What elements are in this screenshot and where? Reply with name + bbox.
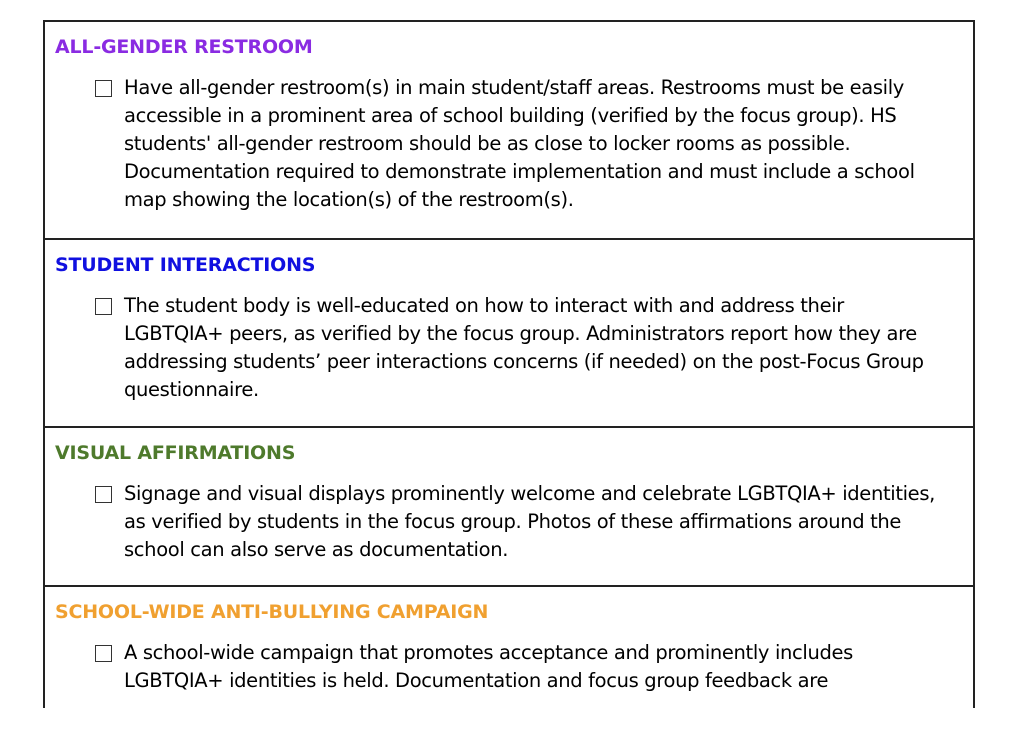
checklist-item — [55, 292, 963, 404]
checklist-table — [43, 20, 975, 708]
checkbox[interactable] — [95, 645, 112, 662]
checklist-item — [55, 74, 963, 214]
section-title: ALL-GENDER RESTROOM — [55, 36, 313, 58]
section-anti-bullying-campaign — [45, 587, 973, 708]
section-title: SCHOOL-WIDE ANTI-BULLYING CAMPAIGN — [55, 601, 489, 623]
section-title: STUDENT INTERACTIONS — [55, 254, 316, 276]
checkbox[interactable] — [95, 80, 112, 97]
section-all-gender-restroom — [45, 22, 973, 240]
checklist-item — [55, 639, 963, 695]
checkbox[interactable] — [95, 298, 112, 315]
section-visual-affirmations — [45, 428, 973, 587]
checklist-item-text: Signage and visual displays prominently welcome and celebrate LGBTQIA+ identities, as verified by students in the focus group. Photos of these affirmations around the school can also serve as documentation. — [124, 482, 935, 561]
checklist-item-text: A school-wide campaign that promotes acceptance and prominently includes LGBTQIA+ identities is held. Documentation and focus group feedback are — [124, 641, 853, 692]
section-title: VISUAL AFFIRMATIONS — [55, 442, 296, 464]
checklist-item — [55, 480, 963, 564]
checklist-item-text: Have all-gender restroom(s) in main student/staff areas. Restrooms must be easily accessible in a prominent area of school building (verified by the focus group). HS students' all-gender restroom should be as close to locker rooms as possible. Documentation required to demonstrate implementation and must include a school map showing the location(s) of the restroom(s). — [124, 76, 915, 211]
checkbox[interactable] — [95, 486, 112, 503]
checklist-item-text: The student body is well-educated on how to interact with and address their LGBTQIA+ peers, as verified by the focus group. Administrators report how they are addressing students’ peer interactions concerns (if needed) on the post-Focus Group questionnaire. — [124, 294, 924, 401]
section-student-interactions — [45, 240, 973, 428]
